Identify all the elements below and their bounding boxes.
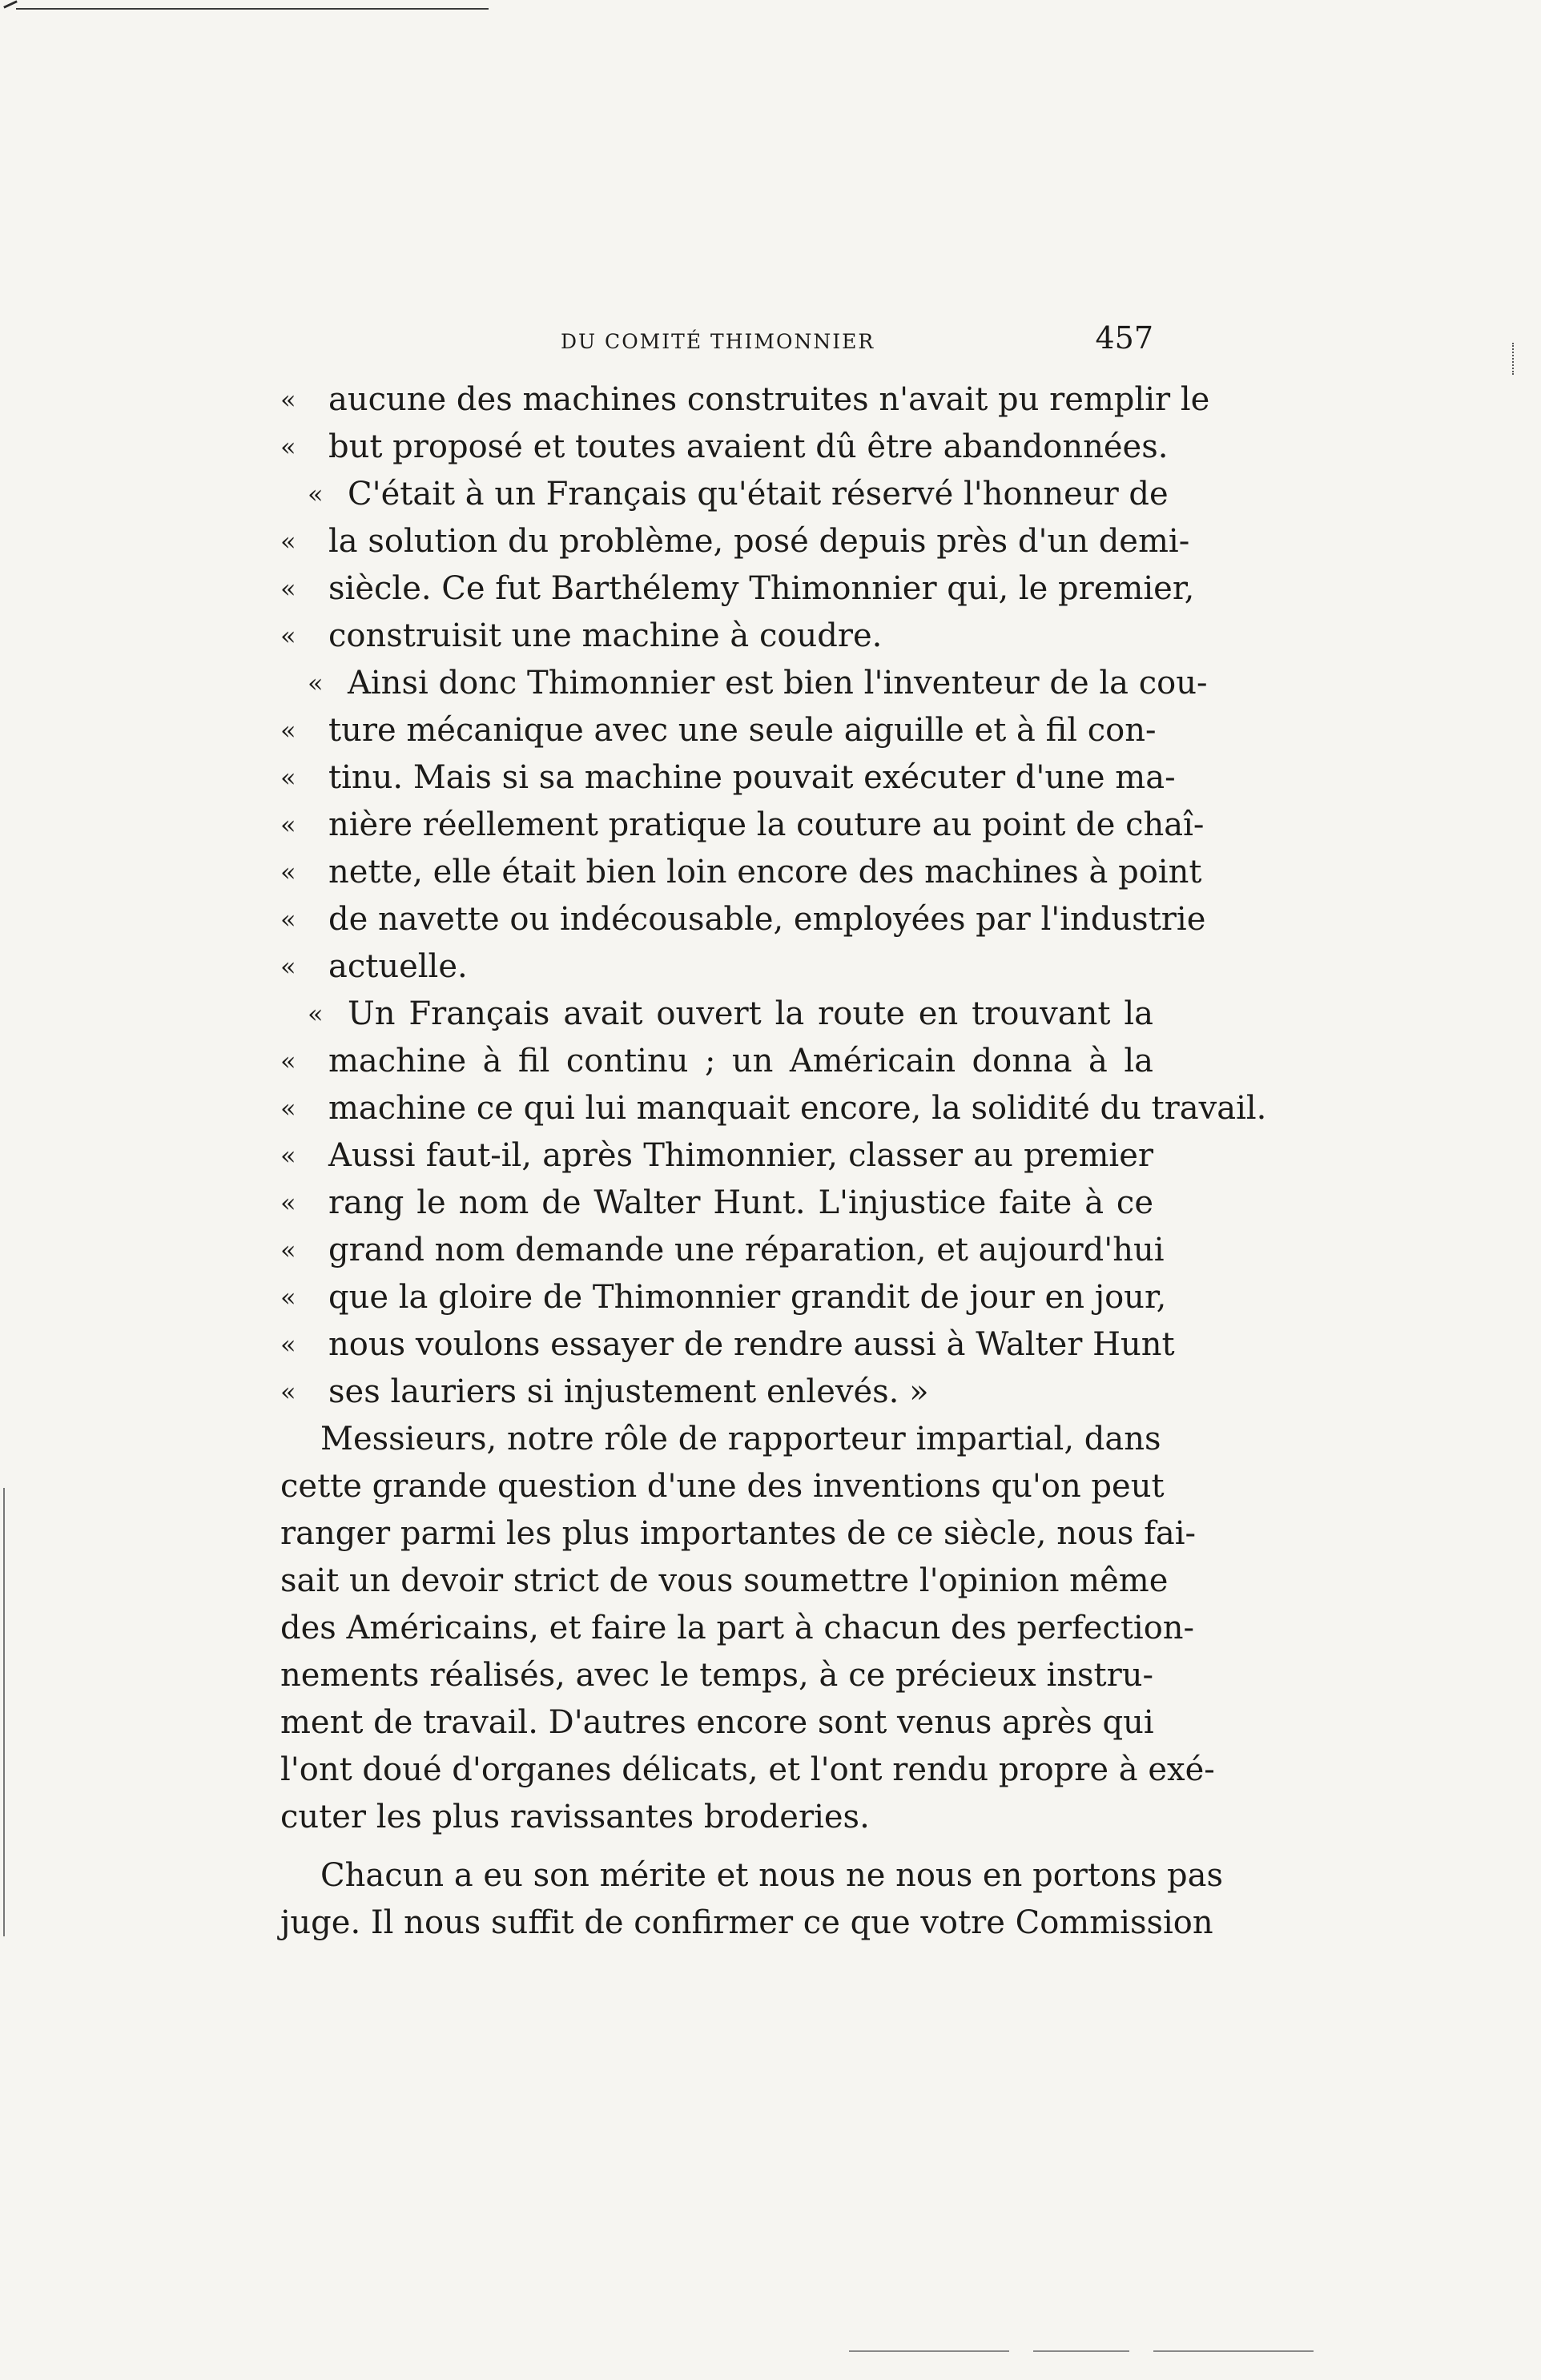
line-text: Aussi faut-il, après Thimonnier, classer au premier [328,1137,1153,1174]
line-text: nière réellement pratique la couture au point de chaî- [328,806,1205,843]
guillemet-marker: « [280,432,296,462]
line-text: C'était à un Français qu'était réservé l'honneur de [348,476,1169,513]
line-text: juge. Il nous suffit de confirmer ce que votre Commission [280,1904,1213,1941]
guillemet-marker: « [280,621,296,651]
text-line [280,1085,1267,1132]
guillemet-marker: « [280,762,296,793]
text-line [280,1558,1169,1605]
guillemet-marker: « [280,384,296,415]
line-text: ment de travail. D'autres encore sont venus après qui [280,1704,1154,1741]
guillemet-marker: « [280,1282,296,1313]
text-line [280,802,1205,849]
text-line [280,1132,1153,1180]
top-scan-rule [16,8,489,10]
page-header [280,320,1153,376]
guillemet-marker: « [280,1093,296,1124]
bottom-scan-rule [849,2350,1009,2352]
guillemet-marker: « [280,951,296,982]
text-line [280,1416,1161,1463]
guillemet-marker: « [280,1140,296,1171]
line-text: machine à fil continu ; un Américain donna à la [328,1043,1153,1079]
text-line [280,991,1153,1038]
line-text: grand nom demande une réparation, et aujourd'hui [328,1232,1165,1268]
text-line [280,1510,1197,1558]
guillemet-marker: « [280,573,296,604]
text-line [280,1900,1213,1947]
text-line [280,1794,1153,1841]
text-line [280,896,1206,943]
text-line [280,424,1169,471]
text-line [280,613,1153,660]
guillemet-marker: « [308,668,324,698]
line-text: Un Français avait ouvert la route en trouvant la [348,995,1153,1032]
line-text: Messieurs, notre rôle de rapporteur impartial, dans [320,1421,1161,1457]
guillemet-marker: « [280,857,296,887]
guillemet-marker: « [280,1235,296,1265]
line-text: Ainsi donc Thimonnier est bien l'inventeur de la cou- [348,665,1208,702]
line-text: actuelle. [328,948,468,985]
text-line [280,754,1176,802]
line-text: des Américains, et faire la part à chacun des perfection- [280,1610,1195,1646]
line-text: ture mécanique avec une seule aiguille et à fil con- [328,712,1157,749]
text-line [280,1321,1175,1369]
line-text: nette, elle était bien loin encore des machines à point [328,854,1202,890]
text-line [280,1652,1153,1699]
guillemet-marker: « [280,904,296,935]
body-text [280,376,1267,1947]
text-line [280,849,1202,896]
line-text: cette grande question d'une des inventions qu'on peut [280,1468,1165,1505]
text-line [280,1180,1153,1227]
text-line [280,1747,1215,1794]
line-text: construisit une machine à coudre. [328,617,883,654]
text-line [280,943,1153,991]
guillemet-marker: « [280,1377,296,1407]
line-text: rang le nom de Walter Hunt. L'injustice faite à ce [328,1184,1153,1221]
book-page [280,320,1267,1947]
line-text: la solution du problème, posé depuis près d'un demi- [328,523,1190,560]
text-line [280,518,1190,565]
line-text: l'ont doué d'organes délicats, et l'ont rendu propre à exé- [280,1751,1215,1788]
line-text: sait un devoir strict de vous soumettre l'opinion même [280,1562,1169,1599]
page-number: 457 [1095,320,1153,356]
line-text: ranger parmi les plus importantes de ce siècle, nous fai- [280,1515,1197,1552]
guillemet-marker: « [308,999,324,1029]
text-line [280,1227,1165,1274]
line-text: que la gloire de Thimonnier grandit de jour en jour, [328,1279,1167,1316]
text-line [280,660,1208,707]
line-text: de navette ou indécousable, employées par l'industrie [328,901,1206,938]
text-line [280,1463,1165,1510]
text-line [280,1369,1153,1416]
text-line [280,1038,1153,1085]
guillemet-marker: « [280,810,296,840]
line-text: ses lauriers si injustement enlevés. » [328,1373,929,1410]
text-line [280,565,1195,613]
bottom-scan-rule [1153,2350,1314,2352]
text-line [280,707,1157,754]
line-text: Chacun a eu son mérite et nous ne nous en portons pas [320,1857,1224,1894]
line-text: aucune des machines construites n'avait pu remplir le [328,381,1210,418]
guillemet-marker: « [280,526,296,557]
text-line [280,376,1210,424]
text-line [280,1852,1224,1900]
line-text: tinu. Mais si sa machine pouvait exécuter d'une ma- [328,759,1176,796]
text-line [280,471,1169,518]
line-text: but proposé et toutes avaient dû être abandonnées. [328,428,1169,465]
line-text: siècle. Ce fut Barthélemy Thimonnier qui, le premier, [328,570,1195,607]
line-text: machine ce qui lui manquait encore, la solidité du travail. [328,1090,1267,1127]
text-line [280,1699,1153,1747]
guillemet-marker: « [280,1188,296,1218]
guillemet-marker: « [308,479,324,509]
text-line [280,1274,1167,1321]
line-text: nous voulons essayer de rendre aussi à Walter Hunt [328,1326,1175,1363]
text-line [280,1605,1195,1652]
running-title: DU COMITÉ THIMONNIER [561,330,875,353]
line-text: nements réalisés, avec le temps, à ce précieux instru- [280,1657,1153,1694]
guillemet-marker: « [280,1046,296,1076]
bottom-scan-rule [1033,2350,1129,2352]
guillemet-marker: « [280,715,296,746]
line-text: cuter les plus ravissantes broderies. [280,1799,870,1835]
guillemet-marker: « [280,1329,296,1360]
margin-mark [1512,343,1517,375]
left-scan-edge [3,1488,5,1936]
